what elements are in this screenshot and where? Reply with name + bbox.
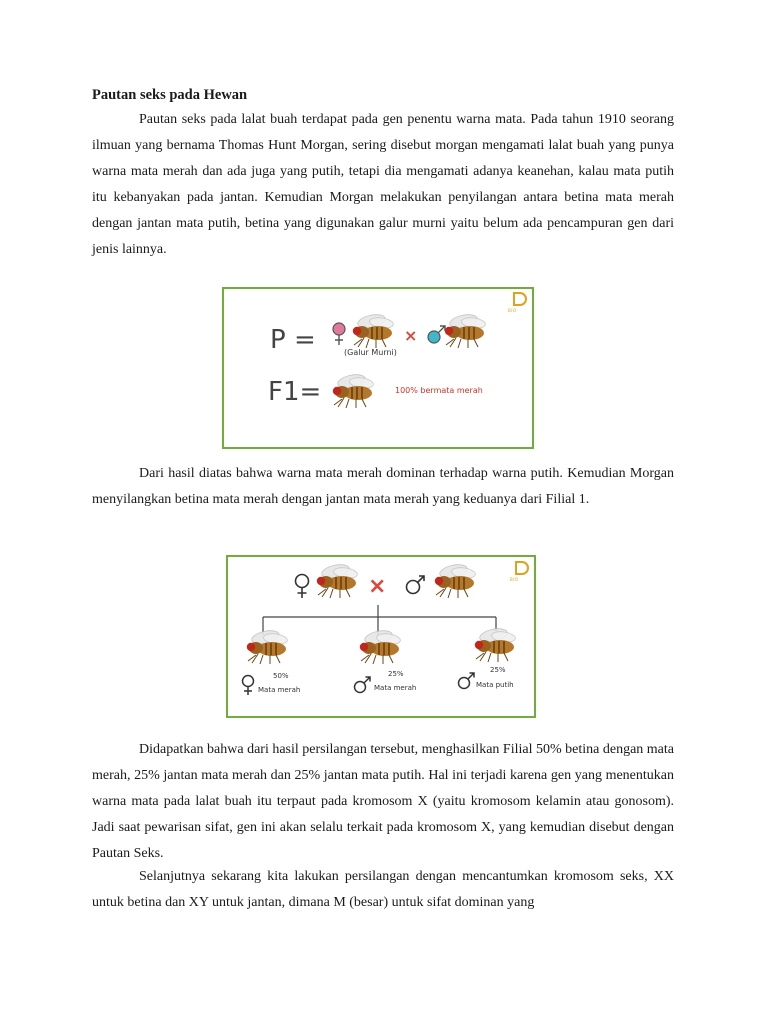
- pedigree-lines: [263, 605, 496, 635]
- document-heading: Pautan seks pada Hewan: [92, 87, 248, 103]
- figure-parental-cross: [222, 287, 534, 449]
- fly-icon: [333, 372, 374, 408]
- female-symbol-icon: [296, 575, 309, 599]
- cross-symbol: ×: [404, 326, 418, 345]
- offspring-pct: 25%: [388, 670, 404, 678]
- fly-pedigree: [228, 557, 538, 720]
- logo-text: BIO: [508, 308, 517, 313]
- female-symbol-icon: [243, 676, 254, 696]
- fly-icon: [317, 562, 358, 598]
- male-symbol-icon: [459, 673, 475, 689]
- result-label: 100% bermata merah: [395, 386, 483, 395]
- fly-icon: [353, 312, 394, 348]
- paragraph-results: Didapatkan bahwa dari hasil persilangan tersebut, menghasilkan Filial 50% betina dengan mata merah, 25% jantan mata merah dan 25% jantan mata putih. Hal ini terjadi karena gen yang menentukan warna mata pada lalat buah itu terpaut pada kromosom X (yaitu kromosom kelamin atau gonosom). Jadi saat pewarisan sifat, gen ini akan selalu terkait pada kromosom X, yang kemudian disebut dengan Pautan Seks.: [92, 742, 674, 861]
- fly-icon: [445, 312, 486, 348]
- fly-icon: [360, 628, 401, 664]
- fly-illustrations: [224, 289, 536, 451]
- fly-icon: [247, 628, 288, 664]
- figure-f1-cross: [226, 555, 536, 718]
- male-symbol-icon: [428, 326, 445, 343]
- female-symbol-icon: [333, 323, 345, 345]
- offspring-label: Mata putih: [476, 681, 514, 689]
- male-symbol-icon: [407, 576, 425, 594]
- paragraph-f1: Dari hasil diatas bahwa warna mata merah dominan terhadap warna putih. Kemudian Morgan menyilangkan betina mata merah dengan jantan mata merah yang keduanya dari Filial 1.: [92, 466, 674, 507]
- offspring-label: Mata merah: [258, 686, 301, 694]
- logo-icon: [510, 291, 530, 309]
- offspring-pct: 50%: [273, 672, 289, 680]
- offspring-label: Mata merah: [374, 684, 417, 692]
- paragraph-next: Selanjutnya sekarang kita lakukan persilangan dengan mencantumkan kromosom seks, XX untuk betina dan XY untuk jantan, dimana M (besar) untuk sifat dominan yang: [92, 869, 674, 910]
- logo-text: BIO: [510, 577, 519, 582]
- fly-icon: [475, 626, 516, 662]
- p-label: P =: [270, 325, 316, 355]
- logo-icon: [512, 560, 532, 578]
- fly-icon: [435, 562, 476, 598]
- male-symbol-icon: [355, 677, 371, 693]
- galur-label: (Galur Murni): [344, 348, 397, 357]
- offspring-pct: 25%: [490, 666, 506, 674]
- cross-symbol: ×: [368, 574, 387, 599]
- f1-label: F1=: [268, 377, 322, 407]
- paragraph-intro: Pautan seks pada lalat buah terdapat pada gen penentu warna mata. Pada tahun 1910 seorang ilmuan yang bernama Thomas Hunt Morgan, sering disebut morgan mengamati lalat buah yang punya warna mata merah dan ada juga yang putih, tetapi dia mengamati adanya keanehan, kalau mata putih itu kebanyakan pada jantan. Kemudian Morgan melakukan penyilangan antara betina mata merah dengan jantan mata putih, betina yang digunakan galur murni yaitu belum ada pencampuran gen dari jenis lainnya.: [92, 112, 674, 257]
